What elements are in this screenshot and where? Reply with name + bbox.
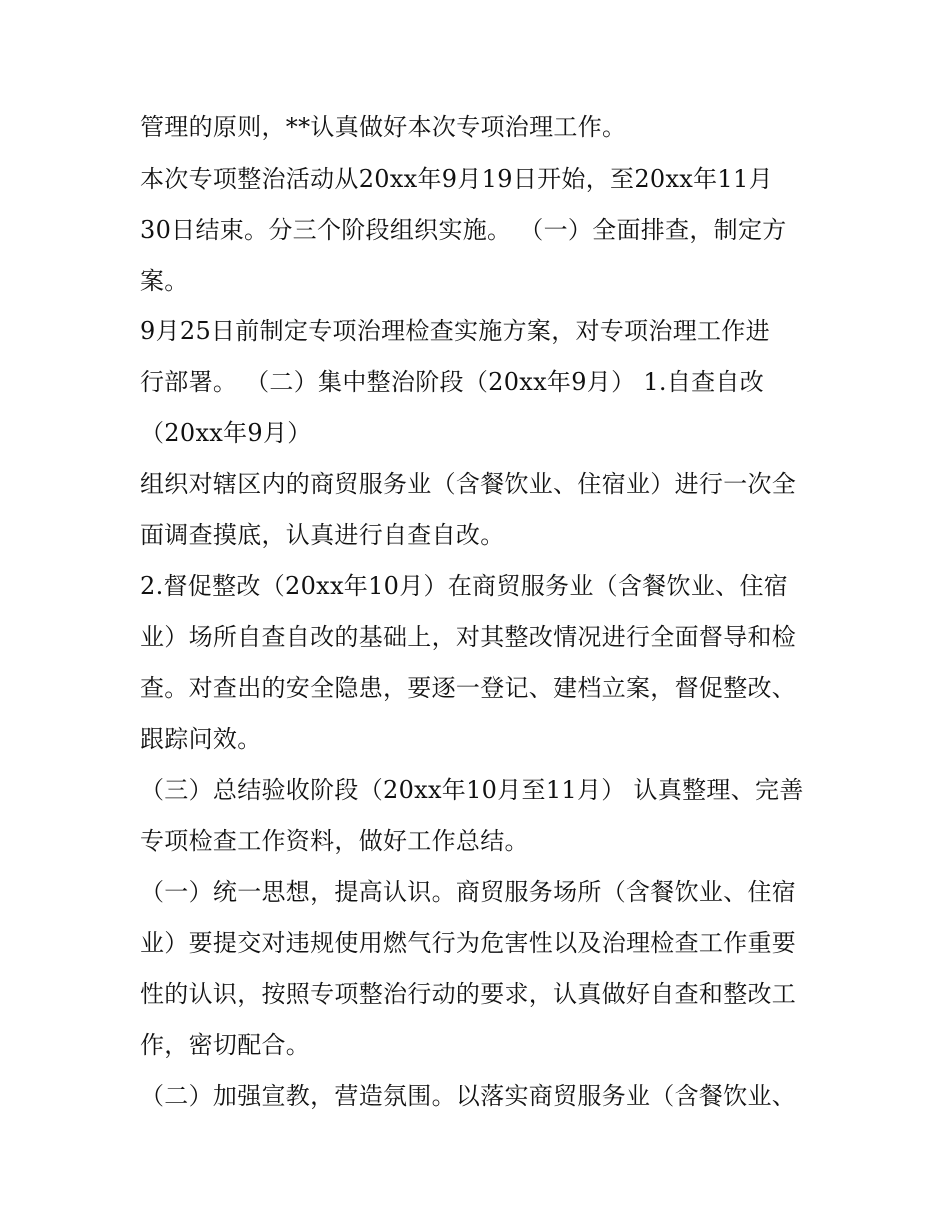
text-line: 跟踪问效。: [140, 725, 262, 753]
text-line: 组织对辖区内的商贸服务业（含餐饮业、住宿业）进行一次全: [140, 470, 797, 498]
text-line: 性的认识，按照专项整治行动的要求，认真做好自查和整改工: [140, 980, 797, 1008]
text-line: 查。对查出的安全隐患，要逐一登记、建档立案，督促整改、: [140, 674, 797, 702]
text-line: （一）统一思想，提高认识。商贸服务场所（含餐饮业、住宿: [140, 878, 797, 906]
text-line: （二）加强宣教，营造氛围。以落实商贸服务业（含餐饮业、: [140, 1082, 797, 1110]
text-line: 9月25日前制定专项治理检查实施方案，对专项治理工作进: [140, 317, 770, 345]
text-line: 案。: [140, 267, 189, 295]
text-line: 30日结束。分三个阶段组织实施。 （一）全面排查，制定方: [140, 216, 787, 244]
text-line: 业）场所自查自改的基础上，对其整改情况进行全面督导和检: [140, 623, 797, 651]
text-line: 管理的原则，**认真做好本次专项治理工作。: [140, 113, 627, 141]
text-line: 作，密切配合。: [140, 1031, 311, 1059]
text-line: 2.督促整改（20xx年10月）在商贸服务业（含餐饮业、住宿: [140, 572, 789, 600]
text-line: 行部署。 （二）集中整治阶段（20xx年9月） 1.自查自改: [140, 368, 765, 396]
text-line: 面调查摸底，认真进行自查自改。: [140, 521, 505, 549]
text-line: 本次专项整治活动从20xx年9月19日开始，至20xx年11月: [140, 165, 773, 193]
text-line: 专项检查工作资料，做好工作总结。: [140, 827, 529, 855]
text-line: 业）要提交对违规使用燃气行为危害性以及治理检查工作重要: [140, 929, 797, 957]
text-line: （20xx年9月）: [140, 419, 312, 447]
text-line: （三）总结验收阶段（20xx年10月至11月） 认真整理、完善: [140, 776, 804, 804]
